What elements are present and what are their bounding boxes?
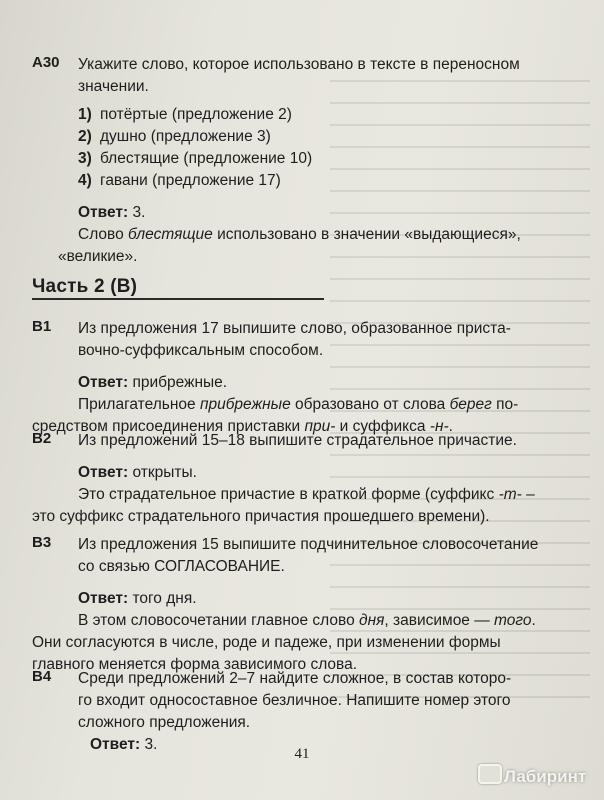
explanation-cont: это суффикс страдательного причастия прошедшего времени). (32, 508, 490, 525)
heading-underline (32, 298, 324, 300)
explanation: Прилагательное прибрежные образовано от слова берег по- (78, 396, 519, 413)
task-question: Из предложения 15 выпишите подчинительное словосочетание со связью СОГЛАСОВАНИЕ. Ответ: того дня. (78, 534, 604, 610)
answer: Ответ: 3. (78, 204, 146, 221)
explanation-cont: «великие». (58, 248, 138, 265)
answer: Ответ: того дня. (78, 590, 197, 607)
task-number: В3 (32, 534, 52, 551)
page-number: 41 (294, 746, 310, 762)
task-b2 (0, 430, 604, 528)
task-question: Среди предложений 2–7 найдите сложное, в состав которо- го входит односоставное безличное. Напишите номер этого сложного предложения. (78, 670, 512, 731)
answer: Ответ: прибрежные. (78, 374, 228, 391)
option-1: 1) потёртые (предложение 2) (78, 106, 292, 123)
watermark: Лабиринт (478, 764, 586, 787)
task-number: В2 (32, 430, 52, 447)
task-number: В4 (32, 668, 52, 685)
task-question: Из предложения 17 выпишите слово, образованное приста- вочно-суффиксальным способом. Ответ: прибрежные. (78, 318, 604, 394)
task-a30 (0, 54, 604, 268)
explanation: Слово блестящие использовано в значении «выдающиеся», (78, 226, 521, 243)
task-b1 (0, 318, 604, 438)
explanation-cont: Они согласуются в числе, роде и падеже, при изменении формы главного меняется форма зависимого слова. (32, 634, 501, 673)
explanation: Это страдательное причастие в краткой форме (суффикс -т- – (78, 486, 535, 503)
task-number: В1 (32, 318, 52, 335)
explanation-cont: средством присоединения приставки при- и суффикса -н-. (32, 418, 453, 435)
option-4: 4) гавани (предложение 17) (78, 172, 281, 189)
task-question: Укажите слово, которое использовано в тексте в переносном значении. 1) потёртые (предложение 2) 2) душно (предложение 3) 3) блестящие (предложение 10) 4) гавани (предложение 17) Ответ: 3. (78, 54, 604, 224)
option-3: 3) блестящие (предложение 10) (78, 150, 313, 167)
section-heading: Часть 2 (В) (32, 276, 138, 297)
explanation: В этом словосочетании главное слово дня, зависимое — того. (78, 612, 536, 629)
answer-b4: Ответ: 3. (90, 736, 158, 753)
task-b4 (0, 668, 604, 734)
task-number: А30 (32, 54, 60, 71)
answer: Ответ: открыты. (78, 464, 197, 481)
book-logo-icon (478, 764, 502, 784)
task-question: Из предложений 15–18 выпишите страдательное причастие. Ответ: открыты. (78, 430, 604, 484)
option-2: 2) душно (предложение 3) (78, 128, 271, 145)
task-b3 (0, 534, 604, 676)
answer-options (78, 104, 544, 192)
